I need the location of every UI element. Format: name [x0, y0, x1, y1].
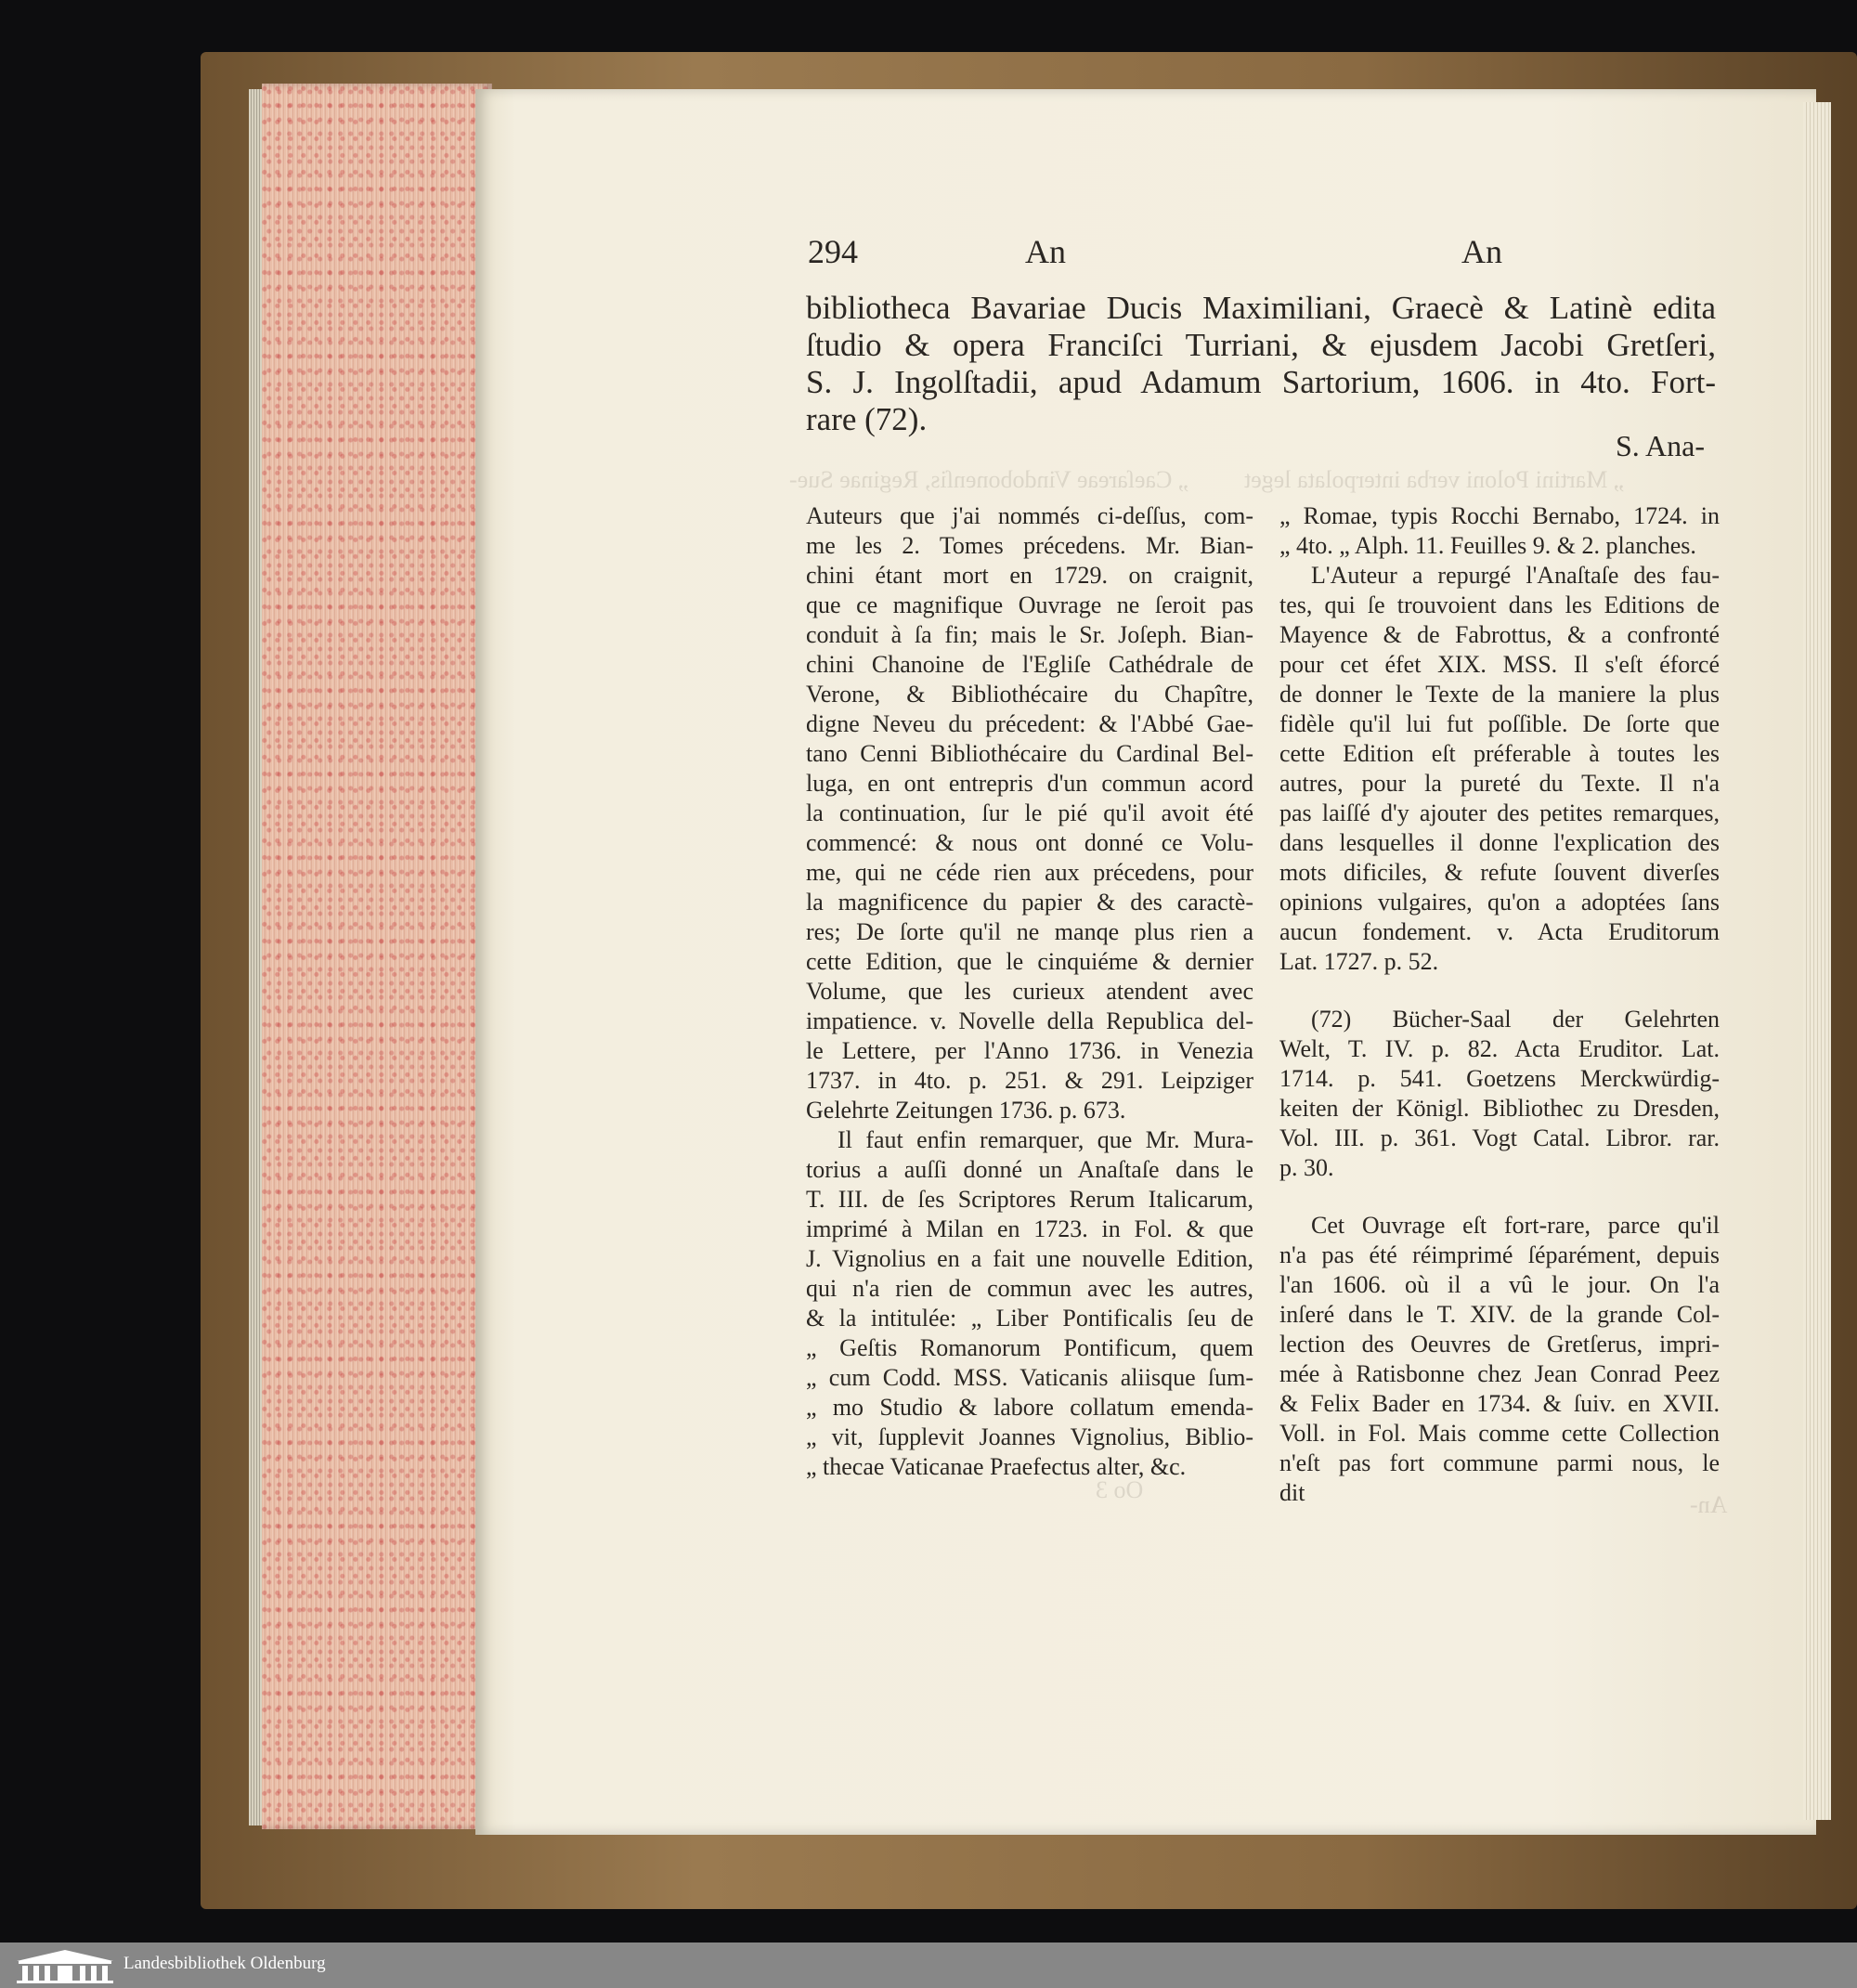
left-column — [806, 501, 1253, 1482]
intro-line: rare (72). — [806, 401, 928, 437]
text-line: qui n'a rien de commun avec les autres, — [806, 1275, 1253, 1302]
text-line: & la intitulée: „ Liber Pontificalis ſeu de — [806, 1305, 1253, 1332]
text-line: cette Edition, que le cinquiéme & dernier — [806, 948, 1253, 975]
text-line: impatience. v. Novelle della Republica del- — [806, 1007, 1253, 1034]
text-line: aucun fondement. v. Acta Eruditorum — [1279, 918, 1720, 945]
text-line: Vol. III. p. 361. Vogt Catal. Libror. rar. — [1279, 1124, 1720, 1151]
text-line: l'an 1606. où il a vû le jour. On l'a — [1279, 1271, 1720, 1298]
text-line: digne Neveu du précedent: & l'Abbé Gae- — [806, 710, 1253, 737]
text-line: me, qui ne céde rien aux précedens, pour — [806, 859, 1253, 886]
text-line: mée à Ratisbonne chez Jean Conrad Peez — [1279, 1360, 1720, 1387]
header-right: An — [1461, 233, 1502, 270]
text-line: Verone, & Bibliothécaire du Chapître, — [806, 681, 1253, 708]
text-line: 1737. in 4to. p. 251. & 291. Leipziger — [806, 1067, 1253, 1094]
bleed-text-4: An- — [1690, 1491, 1728, 1518]
text-line: fidèle qu'il lui fut poſſible. De ſorte que — [1279, 710, 1720, 737]
text-line: tano Cenni Bibliothécaire du Cardinal Bel- — [806, 740, 1253, 767]
paragraph-gap — [1279, 977, 1720, 1005]
text-line: chini étant mort en 1729. on craignit, — [806, 562, 1253, 589]
text-line: Cet Ouvrage eſt fort-rare, parce qu'il — [1311, 1212, 1720, 1239]
text-line: keiten der Königl. Bibliothec zu Dresden, — [1279, 1095, 1720, 1122]
text-line: Auteurs que j'ai nommés ci-deſſus, com- — [806, 502, 1253, 529]
text-line: n'a pas été réimprimé ſéparément, depuis — [1279, 1241, 1720, 1268]
header-left: An — [1025, 233, 1066, 270]
text-line: conduit à ſa fin; mais le Sr. Joſeph. Bian- — [806, 621, 1253, 648]
text-line: Gelehrte Zeitungen 1736. p. 673. — [806, 1097, 1126, 1124]
text-line: „ thecae Vaticanae Praefectus alter, &c. — [806, 1453, 1187, 1480]
paragraph-gap — [1279, 1183, 1720, 1211]
bleed-text-2: „ Caeſareae Vindobonenſis, Reginae Sue- — [789, 466, 1189, 493]
text-line: que ce magnifique Ouvrage ne ſeroit pas — [806, 591, 1253, 618]
text-line: autres, pour la pureté du Texte. Il n'a — [1279, 770, 1720, 797]
text-line: pas laiſſé d'y ajouter des petites remarques, — [1279, 799, 1720, 826]
facing-page-edge — [1803, 102, 1831, 1820]
text-line: lection des Oeuvres de Gretſerus, impri- — [1279, 1331, 1720, 1358]
text-line: tes, qui ſe trouvoient dans les Editions de — [1279, 591, 1720, 618]
text-line: pour cet éfet XIX. MSS. Il s'eſt éforcé — [1279, 651, 1720, 678]
text-line: la continuation, ſur le pié qu'il avoit été — [806, 799, 1253, 826]
text-line: L'Auteur a repurgé l'Anaſtaſe des fau- — [1311, 562, 1720, 589]
text-line: cette Edition eſt préferable à toutes les — [1279, 740, 1720, 767]
bleed-text-3: Oo 3 — [1096, 1476, 1144, 1503]
text-line: „ vit, ſupplevit Joannes Vignolius, Biblio- — [806, 1423, 1253, 1450]
intro-line: S. J. Ingolſtadii, apud Adamum Sartorium, 1606. in 4to. Fort- — [806, 364, 1716, 400]
text-line: „ Romae, typis Rocchi Bernabo, 1724. in — [1279, 502, 1720, 529]
intro-line: ſtudio & opera Franciſci Turriani, & ejusdem Jacobi Gretſeri, — [806, 327, 1716, 363]
text-line: n'eſt pas fort commune parmi nous, le — [1279, 1449, 1720, 1476]
intro-paragraph — [806, 290, 1716, 438]
text-line: opinions vulgaires, qu'on a adoptées ſans — [1279, 889, 1720, 916]
text-line: „ 4to. „ Alph. 11. Feuilles 9. & 2. planches. — [1279, 532, 1696, 559]
catchword: S. Ana- — [1616, 429, 1705, 462]
text-line: inſeré dans le T. XIV. de la grande Col- — [1279, 1301, 1720, 1328]
text-line: Mayence & de Fabrottus, & a confronté — [1279, 621, 1720, 648]
page-number: 294 — [808, 233, 858, 270]
text-line: luga, en ont entrepris d'un commun acord — [806, 770, 1253, 797]
bleed-text-1: „ Martini Poloni verba interpolata leget — [1244, 466, 1625, 493]
text-line: de donner le Texte de la maniere la plus — [1279, 681, 1720, 708]
text-line: Voll. in Fol. Mais comme cette Collection — [1279, 1420, 1720, 1447]
text-line: torius a auſſi donné un Anaſtaſe dans le — [806, 1156, 1253, 1183]
text-line: „ Geſtis Romanorum Pontificum, quem — [806, 1334, 1253, 1361]
text-line: J. Vignolius en a fait une nouvelle Edition, — [806, 1245, 1253, 1272]
text-line: 1714. p. 541. Goetzens Merckwürdig- — [1279, 1065, 1720, 1092]
text-line: mots dificiles, & refute ſouvent diverſes — [1279, 859, 1720, 886]
text-line: chini Chanoine de l'Egliſe Cathédrale de — [806, 651, 1253, 678]
text-line: T. III. de ſes Scriptores Rerum Italicarum, — [806, 1186, 1253, 1213]
text-line: Welt, T. IV. p. 82. Acta Eruditor. Lat. — [1279, 1035, 1720, 1062]
text-line: commencé: & nous ont donné ce Volu- — [806, 829, 1253, 856]
text-line: Lat. 1727. p. 52. — [1279, 948, 1439, 975]
footer-bar — [0, 1943, 1857, 1988]
text-line: „ mo Studio & labore collatum emenda- — [806, 1394, 1253, 1421]
text-line: me les 2. Tomes précedens. Mr. Bian- — [806, 532, 1253, 559]
library-building-icon — [17, 1948, 113, 1983]
text-line: (72) Bücher-Saal der Gelehrten — [1311, 1006, 1720, 1033]
text-line: Il faut enfin remarquer, que Mr. Mura- — [838, 1126, 1253, 1153]
sprinkled-edge — [262, 84, 492, 1829]
library-name: Landesbibliothek Oldenburg — [123, 1954, 326, 1973]
intro-line: bibliotheca Bavariae Ducis Maximiliani, Graecè & Latinè edita — [806, 290, 1716, 326]
text-line: imprimé à Milan en 1723. in Fol. & que — [806, 1215, 1253, 1242]
text-line: res; De ſorte qu'il ne manqe plus rien a — [806, 918, 1253, 945]
text-line: & Felix Bader en 1734. & ſuiv. en XVII. — [1279, 1390, 1720, 1417]
text-line: dans lesquelles il donne l'explication des — [1279, 829, 1720, 856]
text-line: le Lettere, per l'Anno 1736. in Venezia — [806, 1037, 1253, 1064]
right-column — [1279, 501, 1720, 1508]
text-line: dit — [1279, 1479, 1305, 1506]
text-line: la magnificence du papier & des caractè- — [806, 889, 1253, 916]
text-line: p. 30. — [1279, 1154, 1334, 1181]
text-line: „ cum Codd. MSS. Vaticanis aliisque ſum- — [806, 1364, 1253, 1391]
text-line: Volume, que les curieux atendent avec — [806, 978, 1253, 1005]
